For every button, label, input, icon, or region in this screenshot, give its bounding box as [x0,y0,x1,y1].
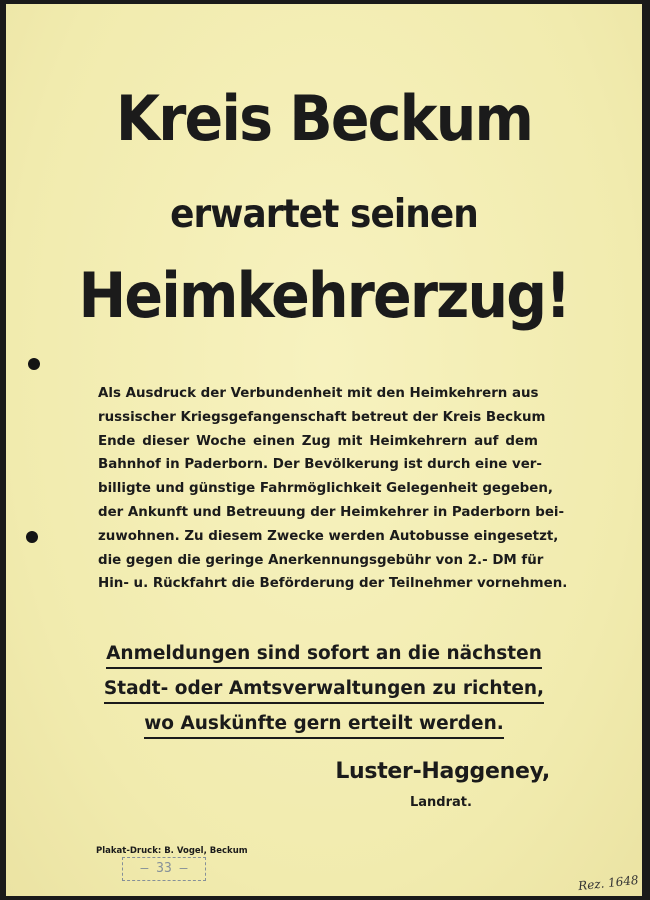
notice-line: Stadt- oder Amtsverwaltungen zu richten, [104,676,544,704]
body-line: zuwohnen. Zu diesem Zwecke werden Autobusse eingesetzt, [98,528,559,544]
signature-title: Landrat. [410,795,472,810]
signature-name: Luster-Haggeney, [335,759,550,784]
body-line: die gegen die geringe Anerkennungsgebühr von 2.- DM für [98,552,544,568]
body-line: billigte und günstige Fahrmöglichkeit Gelegenheit gegeben, [98,481,553,497]
body-line: Bahnhof in Paderborn. Der Bevölkerung ist durch eine ver- [98,457,542,473]
notice-line: wo Auskünfte gern erteilt werden. [144,711,504,739]
body-paragraph [98,382,568,596]
body-line: Als Ausdruck der Verbundenheit mit den Heimkehrern aus [98,386,539,401]
punch-hole-bottom [26,531,38,543]
registration-notice [6,636,642,741]
body-line: Hin- u. Rückfahrt die Beförderung der Teilnehmer vornehmen. [98,576,568,592]
archive-stamp: – 33 – [122,857,206,881]
headline-line-2: erwartet seinen [170,192,478,237]
body-line: der Ankunft und Betreuung der Heimkehrer in Paderborn bei- [98,504,565,520]
headline-line-1: Kreis Beckum [115,82,533,155]
printer-imprint: Plakat-Druck: B. Vogel, Beckum [96,846,248,856]
headline-line-3: Heimkehrerzug! [78,259,570,332]
body-line: Ende dieser Woche einen Zug mit Heimkehrern auf dem [98,433,538,449]
notice-line: Anmeldungen sind sofort an die nächsten [106,641,542,669]
poster-sheet [6,4,642,896]
archive-handwritten-mark: Rez. 1648 [577,872,640,894]
punch-hole-top [28,358,40,370]
body-line: russischer Kriegsgefangenschaft betreut der Kreis Beckum [98,409,546,425]
